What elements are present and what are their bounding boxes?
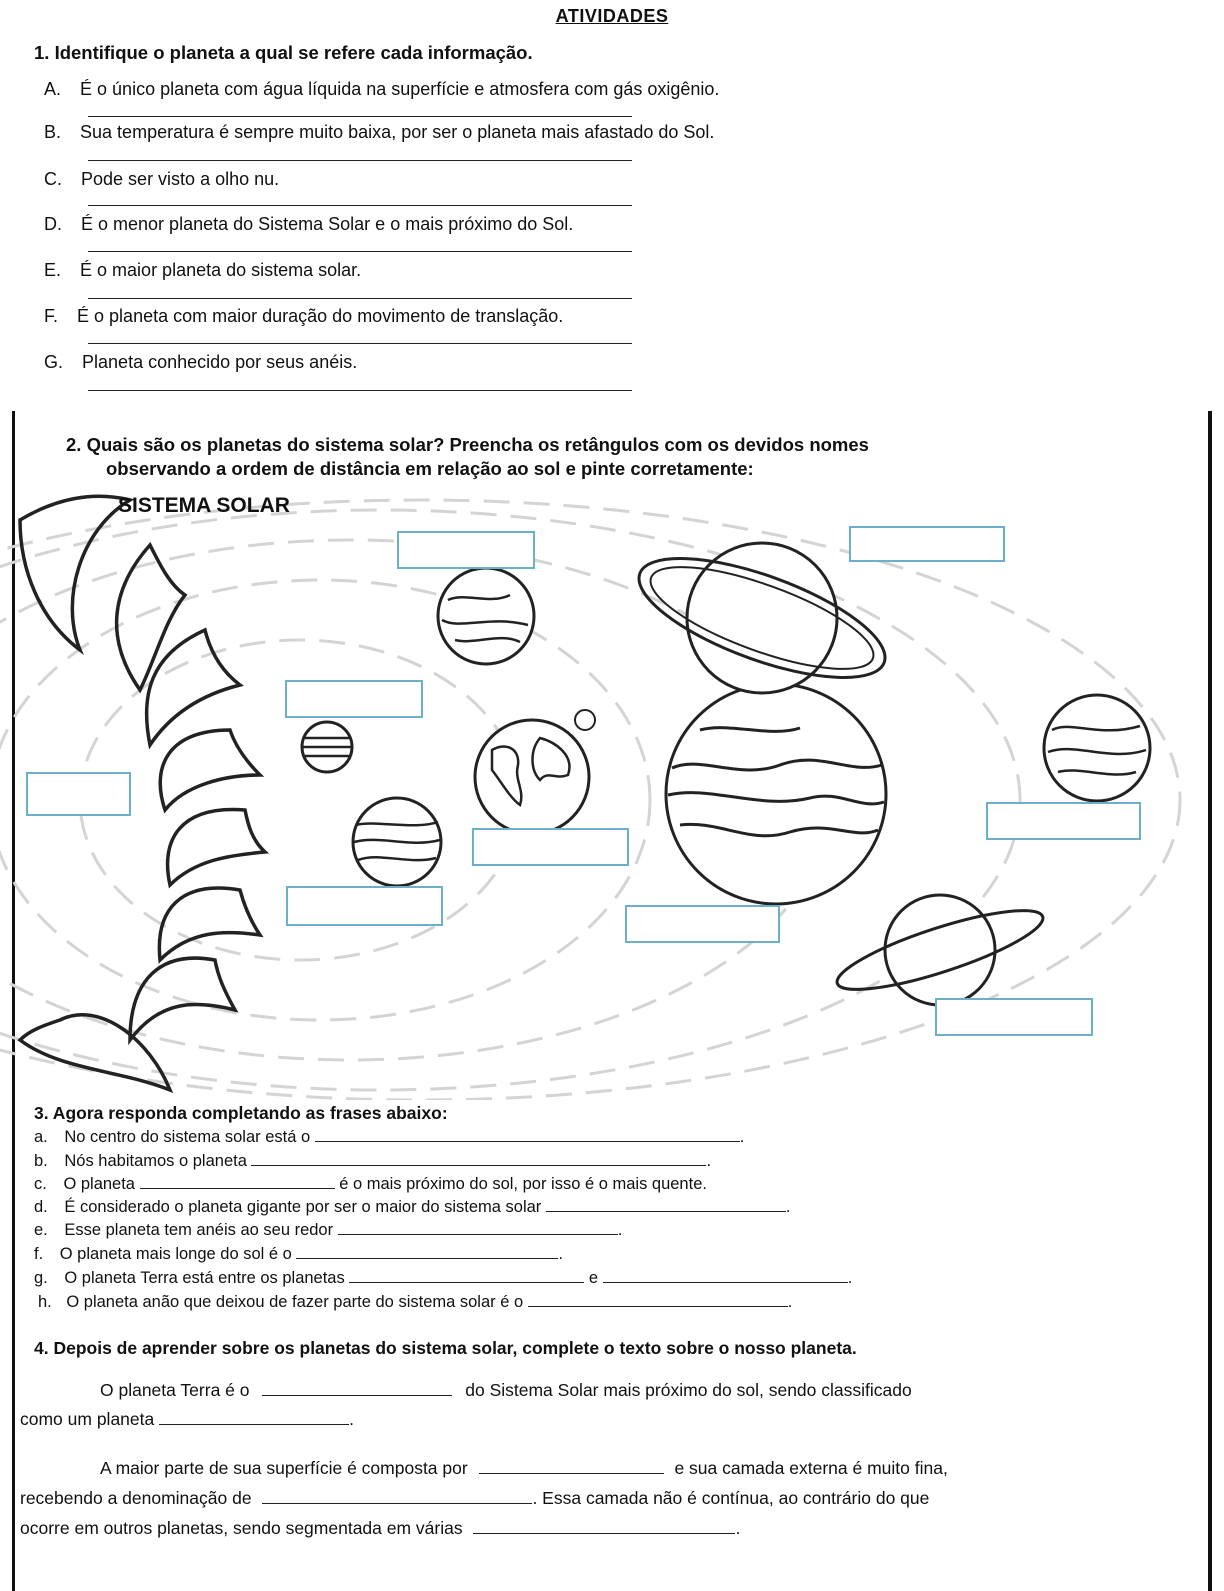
q3-text: O planeta mais longe do sol é o — [59, 1245, 292, 1263]
q4-text: A maior parte de sua superfície é composta por — [100, 1458, 468, 1478]
q4-text: . Essa camada não é contínua, ao contrário do que — [532, 1488, 930, 1508]
label-box-uranus[interactable] — [935, 998, 1093, 1036]
q3-text: . — [558, 1245, 564, 1263]
q4-blank[interactable] — [473, 1519, 735, 1534]
planet-earth — [475, 710, 595, 834]
q1-letter: B. — [44, 122, 62, 142]
q3-heading: 3. Agora responda completando as frases abaixo: — [34, 1103, 448, 1123]
q1-letter: G. — [44, 352, 64, 372]
q4-text: ocorre em outros planetas, sendo segmentada em várias — [20, 1518, 463, 1538]
q3-blank[interactable] — [338, 1220, 618, 1235]
q4-text: como um planeta — [20, 1409, 155, 1429]
q1-heading: 1. Identifique o planeta a qual se refere cada informação. — [34, 42, 533, 63]
q3-blank[interactable] — [140, 1174, 335, 1189]
q3-blank[interactable] — [296, 1244, 558, 1259]
q1-item-d — [44, 214, 573, 235]
q1-answer-g[interactable] — [88, 390, 632, 391]
diagram-title: SISTEMA SOLAR — [118, 494, 290, 517]
q1-letter: C. — [44, 169, 62, 189]
q3-letter: f. — [34, 1245, 44, 1263]
q3-letter: b. — [34, 1152, 48, 1170]
q1-text: É o maior planeta do sistema solar. — [80, 260, 362, 280]
q3-blank[interactable] — [349, 1268, 584, 1283]
q1-answer-d[interactable] — [88, 251, 632, 252]
q3-item-f — [34, 1244, 563, 1264]
q4-text: . — [349, 1409, 354, 1429]
q3-blank[interactable] — [315, 1127, 740, 1142]
q3-letter: d. — [34, 1198, 48, 1216]
q1-item-e — [44, 260, 361, 281]
planet-mercury — [302, 722, 352, 772]
q4-text: O planeta Terra é o — [100, 1380, 250, 1400]
q3-text: é o mais próximo do sol, por isso é o mais quente. — [339, 1175, 707, 1193]
q1-item-f — [44, 306, 563, 327]
label-box-neptune[interactable] — [986, 802, 1141, 840]
q3-letter: g. — [34, 1269, 48, 1287]
q4-blank[interactable] — [479, 1459, 664, 1474]
q2-heading-line2: observando a ordem de distância em relação ao sol e pinte corretamente: — [106, 458, 754, 479]
q3-letter: h. — [38, 1293, 52, 1311]
q3-text: É considerado o planeta gigante por ser o maior do sistema solar — [64, 1198, 542, 1216]
planet-uranus — [830, 895, 1049, 1005]
q3-item-g — [34, 1268, 852, 1288]
q4-text: e sua camada externa é muito fina, — [674, 1458, 948, 1478]
q1-text: É o menor planeta do Sistema Solar e o mais próximo do Sol. — [81, 214, 574, 234]
label-box-venus[interactable] — [286, 886, 443, 926]
q1-letter: E. — [44, 260, 62, 280]
q1-text: Pode ser visto a olho nu. — [81, 169, 280, 189]
planet-neptune — [1044, 695, 1150, 801]
q3-item-a — [34, 1127, 744, 1147]
q1-answer-f[interactable] — [88, 343, 632, 344]
q1-text: É o único planeta com água líquida na superfície e atmosfera com gás oxigênio. — [80, 79, 720, 99]
page-title: ATIVIDADES — [555, 6, 669, 26]
label-box-mercury[interactable] — [285, 680, 423, 718]
label-box-mars[interactable] — [397, 531, 535, 569]
q4-text: recebendo a denominação de — [20, 1488, 252, 1508]
q3-text: . — [787, 1293, 793, 1311]
q1-text: Sua temperatura é sempre muito baixa, por ser o planeta mais afastado do Sol. — [80, 122, 715, 142]
q3-letter: c. — [34, 1175, 47, 1193]
label-box-earth[interactable] — [472, 828, 629, 866]
planet-jupiter — [666, 684, 886, 904]
q1-text: Planeta conhecido por seus anéis. — [82, 352, 358, 372]
q3-blank[interactable] — [603, 1268, 848, 1283]
q4-paragraph2-line2 — [20, 1488, 929, 1509]
q3-text: e — [588, 1269, 599, 1287]
q1-item-c — [44, 169, 279, 190]
q3-text: . — [617, 1221, 623, 1239]
q1-answer-a[interactable] — [88, 116, 632, 117]
q1-item-b — [44, 122, 714, 143]
label-box-sun[interactable] — [26, 772, 131, 816]
q4-paragraph2-line3 — [20, 1518, 740, 1539]
q3-blank[interactable] — [251, 1151, 706, 1166]
q1-letter: A. — [44, 79, 62, 99]
q3-text: . — [785, 1198, 791, 1216]
q3-text: . — [739, 1128, 745, 1146]
q3-text: . — [847, 1269, 853, 1287]
q3-text: Esse planeta tem anéis ao seu redor — [64, 1221, 334, 1239]
q3-text: Nós habitamos o planeta — [64, 1152, 247, 1170]
q4-text: do Sistema Solar mais próximo do sol, sendo classificado — [465, 1380, 912, 1400]
q4-text: . — [735, 1518, 741, 1538]
label-box-jupiter[interactable] — [625, 905, 780, 943]
q3-text: . — [706, 1152, 712, 1170]
planet-mars — [438, 568, 534, 664]
q3-text: O planeta anão que deixou de fazer parte do sistema solar é o — [66, 1293, 524, 1311]
q1-item-g — [44, 352, 357, 373]
planet-venus — [353, 798, 441, 886]
q3-item-e — [34, 1220, 622, 1240]
q1-item-a — [44, 79, 719, 100]
q2-heading-line1: 2. Quais são os planetas do sistema solar? Preencha os retângulos com os devidos nomes — [66, 434, 869, 455]
q4-heading: 4. Depois de aprender sobre os planetas do sistema solar, complete o texto sobre o nosso planeta. — [34, 1338, 857, 1358]
q4-paragraph1-line2 — [20, 1409, 354, 1430]
q3-item-c — [34, 1174, 707, 1194]
q1-answer-e[interactable] — [88, 298, 632, 299]
q4-paragraph2-line1 — [100, 1458, 948, 1479]
q1-answer-c[interactable] — [88, 205, 632, 206]
label-box-saturn[interactable] — [849, 526, 1005, 562]
q3-letter: a. — [34, 1128, 48, 1146]
q3-item-d — [34, 1197, 790, 1217]
q1-text: É o planeta com maior duração do movimento de translação. — [77, 306, 564, 326]
q3-item-b — [34, 1151, 711, 1171]
q4-blank[interactable] — [159, 1410, 349, 1425]
q3-letter: e. — [34, 1221, 48, 1239]
q4-blank[interactable] — [262, 1489, 532, 1504]
q1-letter: F. — [44, 306, 59, 326]
q3-text: O planeta Terra está entre os planetas — [64, 1269, 345, 1287]
q3-item-h — [38, 1292, 792, 1312]
q3-text: No centro do sistema solar está o — [64, 1128, 311, 1146]
q1-letter: D. — [44, 214, 62, 234]
q3-blank[interactable] — [546, 1197, 786, 1212]
q4-blank[interactable] — [262, 1381, 452, 1396]
q4-paragraph1-line1 — [100, 1380, 912, 1401]
q1-answer-b[interactable] — [88, 160, 632, 161]
q3-blank[interactable] — [528, 1292, 788, 1307]
q3-text: O planeta — [63, 1175, 135, 1193]
